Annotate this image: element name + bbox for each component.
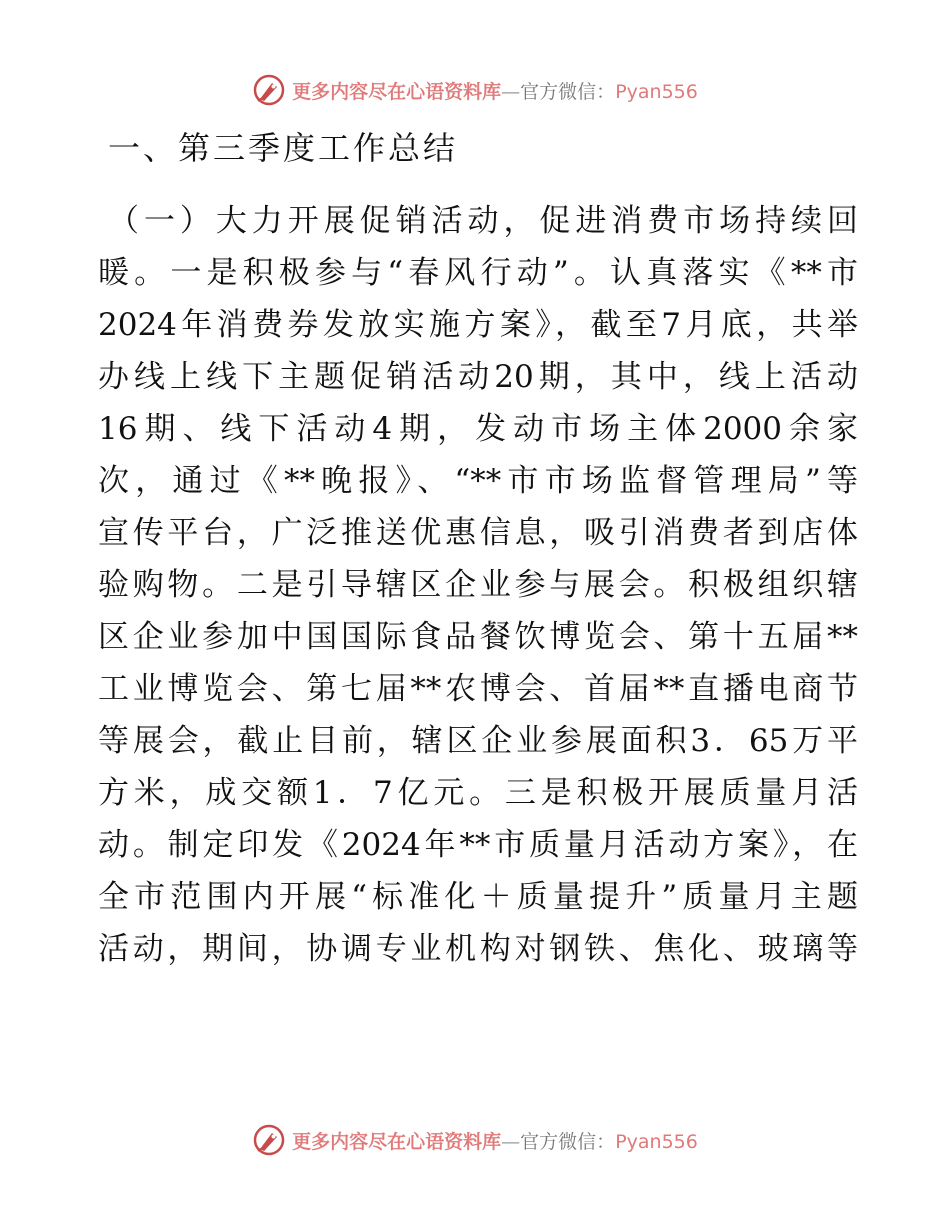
paragraph-line: 活动，期间，协调专业机构对钢铁、焦化、玻璃等 [98, 931, 858, 967]
watermark-dash: — [501, 1130, 521, 1153]
paragraph-line: 宣传平台，广泛推送优惠信息，吸引消费者到店体 [98, 515, 858, 551]
paragraph-line: 暖。一是积极参与“春风行动”。认真落实《**市 [98, 255, 858, 291]
pen-nib-logo-icon [252, 1123, 286, 1157]
watermark-dash: — [501, 80, 521, 103]
watermark-account: Pyan556 [615, 1130, 698, 1153]
watermark-wechat-label: 官方微信： [520, 1130, 616, 1153]
paragraph-line: 全市范围内开展“标准化＋质量提升”质量月主题 [98, 879, 858, 915]
pen-nib-logo-icon [252, 73, 286, 107]
paragraph-line: 区企业参加中国国际食品餐饮博览会、第十五届** [98, 619, 858, 655]
watermark-wechat-label: 官方微信： [520, 80, 616, 103]
paragraph-line: 工业博览会、第七届**农博会、首届**直播电商节 [98, 671, 858, 707]
watermark-bottom [0, 1120, 950, 1160]
paragraph-line: 次，通过《**晚报》、“**市市场监督管理局”等 [98, 463, 858, 499]
paragraph-line: 2024年消费券发放实施方案》，截至7月底，共举 [98, 307, 858, 343]
paragraph-line: （一）大力开展促销活动，促进消费市场持续回 [108, 203, 858, 239]
watermark-account: Pyan556 [615, 80, 698, 103]
paragraph-line: 验购物。二是引导辖区企业参与展会。积极组织辖 [98, 567, 858, 603]
watermark-site-text: 更多内容尽在心语资料库 [292, 80, 502, 103]
section-heading: 一、第三季度工作总结 [108, 129, 459, 167]
paragraph-line: 动。制定印发《2024年**市质量月活动方案》，在 [98, 827, 858, 863]
paragraph-line: 办线上线下主题促销活动20期，其中，线上活动 [98, 359, 858, 395]
watermark-top [0, 70, 950, 110]
paragraph-line: 方米，成交额1．7亿元。三是积极开展质量月活 [98, 775, 858, 811]
watermark-site-text: 更多内容尽在心语资料库 [292, 1130, 502, 1153]
paragraph-line: 16期、线下活动4期，发动市场主体2000余家 [98, 411, 858, 447]
body-paragraph [98, 195, 858, 975]
paragraph-line: 等展会，截止目前，辖区企业参展面积3．65万平 [98, 723, 858, 759]
